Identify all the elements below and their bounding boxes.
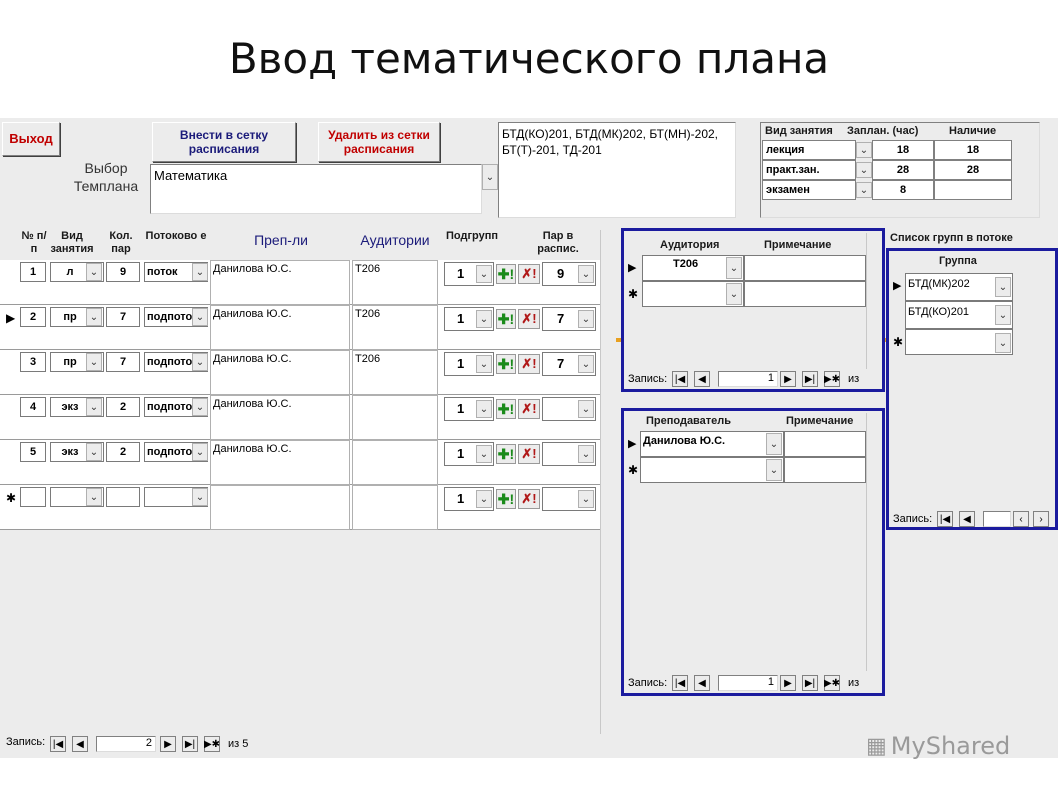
teacher-new-note-cell[interactable] [784, 457, 866, 483]
hours-header-type: Вид занятия [765, 125, 833, 137]
hours-header-actual: Наличие [949, 125, 997, 137]
row-num-cell[interactable] [20, 487, 46, 507]
group-nav-input[interactable] [983, 511, 1011, 527]
group-prev-icon[interactable]: ◀ [959, 511, 975, 527]
room-nav-label: Запись: [628, 373, 668, 385]
teacher-note-cell[interactable] [784, 431, 866, 457]
room-last-icon[interactable]: ▶| [802, 371, 818, 387]
hours-type-cell[interactable]: лекция [762, 140, 856, 160]
room-scrollbar[interactable] [866, 233, 882, 369]
hours-actual-cell [934, 180, 1012, 200]
row-count-cell[interactable] [106, 487, 140, 507]
room-new-note-cell[interactable] [744, 281, 866, 307]
slide-title: Ввод тематического плана [228, 34, 830, 83]
row-pairs-dropdown-icon[interactable]: ⌄ [578, 445, 594, 463]
row-room-cell[interactable]: Т206 [352, 260, 438, 305]
teacher-panel [621, 408, 885, 696]
row-stream-dropdown-icon[interactable]: ⌄ [192, 353, 208, 371]
teacher-new-cell[interactable] [640, 457, 784, 483]
remove-subgroup-icon[interactable]: ✗! [518, 489, 540, 509]
hours-planned-cell[interactable]: 28 [872, 160, 934, 180]
row-num-cell[interactable]: 4 [20, 397, 46, 417]
row-pairs-dropdown-icon[interactable]: ⌄ [578, 400, 594, 418]
room-first-icon[interactable]: |◀ [672, 371, 688, 387]
teacher-new-record-icon: ✱ [628, 463, 639, 477]
main-nav-record-input[interactable]: 2 [96, 736, 156, 752]
teacher-cell[interactable]: Данилова Ю.С. [640, 431, 784, 457]
row-subgroup-dropdown-icon[interactable]: ⌄ [476, 265, 492, 283]
current-record-icon: ▶ [628, 262, 637, 274]
row-count-cell[interactable]: 2 [106, 442, 140, 462]
row-count-cell[interactable]: 2 [106, 397, 140, 417]
hours-planned-cell[interactable]: 8 [872, 180, 934, 200]
row-stream-dropdown-icon[interactable]: ⌄ [192, 308, 208, 326]
add-subgroup-icon[interactable]: ✚! [496, 399, 516, 419]
watermark-text: MyShared [890, 732, 1011, 760]
row-room-cell[interactable] [352, 485, 438, 530]
row-num-cell[interactable]: 3 [20, 352, 46, 372]
row-pairs-dropdown-icon[interactable]: ⌄ [578, 355, 594, 373]
teacher-header: Преподаватель [646, 415, 732, 427]
row-selector[interactable]: ▶ [6, 311, 16, 325]
group-panel-title: Список групп в потоке [890, 232, 1013, 244]
group-cell-1[interactable]: БТД(МК)202 [905, 273, 1013, 301]
teacher-note-header: Примечание [786, 415, 854, 427]
hours-type-dropdown-icon[interactable]: ⌄ [856, 162, 872, 178]
col-type-header: Вид занятия [50, 230, 94, 256]
row-stream-cell[interactable]: поток [144, 262, 208, 282]
hours-actual-cell: 28 [934, 160, 1012, 180]
room-new-dropdown-icon[interactable]: ⌄ [726, 283, 742, 305]
hours-actual-cell: 18 [934, 140, 1012, 160]
row-pairs-cell[interactable]: 7 [542, 352, 596, 376]
row-teacher-cell[interactable]: Данилова Ю.С. [210, 440, 350, 485]
group-panel [886, 248, 1058, 530]
row-type-cell[interactable]: экз [50, 442, 104, 462]
row-subgroup-cell[interactable]: 1 [444, 397, 494, 421]
row-stream-cell[interactable]: подпото [144, 442, 208, 462]
group-new-dropdown-icon[interactable]: ⌄ [995, 333, 1011, 353]
row-subgroup-cell[interactable]: 1 [444, 442, 494, 466]
add-to-schedule-button[interactable]: Внести в сетку расписания [152, 122, 296, 162]
teacher-new-dropdown-icon[interactable]: ⌄ [766, 459, 782, 481]
hours-type-cell[interactable]: практ.зан. [762, 160, 856, 180]
add-subgroup-icon[interactable]: ✚! [496, 354, 516, 374]
row-pairs-cell[interactable]: 7 [542, 307, 596, 331]
row-subgroup-cell[interactable]: 1 [444, 307, 494, 331]
main-nav-total: из 5 [228, 738, 249, 750]
delete-from-schedule-button[interactable]: Удалить из сетки расписания [318, 122, 440, 162]
template-label: Выбор Темплана [73, 160, 139, 194]
row-type-dropdown-icon[interactable]: ⌄ [86, 353, 102, 371]
row-type-cell[interactable]: экз [50, 397, 104, 417]
watermark [866, 732, 1010, 760]
room-nav-total: из [848, 373, 860, 385]
add-subgroup-icon[interactable]: ✚! [496, 309, 516, 329]
row-stream-dropdown-icon[interactable]: ⌄ [192, 263, 208, 281]
template-select[interactable]: Математика [150, 164, 482, 214]
row-room-cell[interactable] [352, 395, 438, 440]
group-scroll-left-icon[interactable]: ‹ [1013, 511, 1029, 527]
teacher-first-icon[interactable]: |◀ [672, 675, 688, 691]
room-new-nav-icon[interactable]: ▶✱ [824, 371, 840, 387]
row-stream-cell[interactable]: подпото [144, 397, 208, 417]
row-type-cell[interactable]: л [50, 262, 104, 282]
teacher-new-nav-icon[interactable]: ▶✱ [824, 675, 840, 691]
hours-type-cell[interactable]: экзамен [762, 180, 856, 200]
row-subgroup-dropdown-icon[interactable]: ⌄ [476, 490, 492, 508]
row-type-dropdown-icon[interactable]: ⌄ [86, 398, 102, 416]
hours-planned-cell[interactable]: 18 [872, 140, 934, 160]
teacher-next-icon[interactable]: ▶ [780, 675, 796, 691]
group-cell-2[interactable]: БТД(КО)201 [905, 301, 1013, 329]
col-count-header: Кол. пар [109, 230, 133, 256]
room-note-cell[interactable] [744, 255, 866, 281]
row-subgroup-dropdown-icon[interactable]: ⌄ [476, 355, 492, 373]
row-subgroup-dropdown-icon[interactable]: ⌄ [476, 310, 492, 328]
row-stream-dropdown-icon[interactable]: ⌄ [192, 443, 208, 461]
row-pairs-dropdown-icon[interactable]: ⌄ [578, 490, 594, 508]
remove-subgroup-icon[interactable]: ✗! [518, 309, 540, 329]
teacher-last-icon[interactable]: ▶| [802, 675, 818, 691]
group-first-icon[interactable]: |◀ [937, 511, 953, 527]
group-header: Группа [939, 255, 977, 267]
prev-record-icon[interactable]: ◀ [72, 736, 88, 752]
row-room-cell[interactable] [352, 440, 438, 485]
hours-header-planned: Заплан. (час) [847, 125, 919, 137]
teacher-nav-input[interactable]: 1 [718, 675, 778, 691]
room-nav-input[interactable]: 1 [718, 371, 778, 387]
group-scroll-right-icon[interactable]: › [1033, 511, 1049, 527]
row-type-cell[interactable]: пр [50, 352, 104, 372]
add-subgroup-icon[interactable]: ✚! [496, 264, 516, 284]
first-record-icon[interactable]: |◀ [50, 736, 66, 752]
row-pairs-dropdown-icon[interactable]: ⌄ [578, 310, 594, 328]
row-room-cell[interactable]: Т206 [352, 305, 438, 350]
room-next-icon[interactable]: ▶ [780, 371, 796, 387]
teacher-nav-total: из [848, 677, 860, 689]
room-note-header: Примечание [764, 239, 832, 251]
col-teacher-header: Преп-ли [254, 232, 308, 248]
room-cell[interactable]: Т206 [642, 255, 744, 281]
row-teacher-cell[interactable]: Данилова Ю.С. [210, 260, 350, 305]
hours-type-dropdown-icon[interactable]: ⌄ [856, 182, 872, 198]
next-record-icon[interactable]: ▶ [160, 736, 176, 752]
watermark-logo-icon: ▦ [866, 733, 887, 759]
col-stream-header: Потоково е [145, 230, 207, 242]
row-count-cell[interactable]: 7 [106, 307, 140, 327]
row-stream-dropdown-icon[interactable]: ⌄ [192, 398, 208, 416]
row-stream-cell[interactable]: подпото [144, 307, 208, 327]
room-panel [621, 228, 885, 392]
row-count-cell[interactable]: 7 [106, 352, 140, 372]
col-room-header: Аудитории [360, 232, 430, 248]
new-row-marker-icon[interactable]: ✱ [6, 491, 17, 505]
app-window [0, 118, 1058, 758]
teacher-current-record-icon: ▶ [628, 438, 637, 450]
row-teacher-cell[interactable] [210, 485, 350, 530]
room-dropdown-icon[interactable]: ⌄ [726, 257, 742, 279]
col-num-header: № п/п [21, 230, 47, 256]
main-nav-label: Запись: [6, 736, 46, 748]
add-subgroup-icon[interactable]: ✚! [496, 444, 516, 464]
row-room-cell[interactable]: Т206 [352, 350, 438, 395]
row-teacher-cell[interactable]: Данилова Ю.С. [210, 395, 350, 440]
row-stream-cell[interactable]: подпото [144, 352, 208, 372]
row-num-cell[interactable]: 5 [20, 442, 46, 462]
remove-subgroup-icon[interactable]: ✗! [518, 399, 540, 419]
col-subgroup-header: Подгрупп [445, 230, 499, 242]
teacher-nav-label: Запись: [628, 677, 668, 689]
teacher-dropdown-icon[interactable]: ⌄ [766, 433, 782, 455]
hours-type-dropdown-icon[interactable]: ⌄ [856, 142, 872, 158]
col-pairs-header: Пар в распис. [537, 230, 579, 256]
row-type-dropdown-icon[interactable]: ⌄ [86, 308, 102, 326]
row-count-cell[interactable]: 9 [106, 262, 140, 282]
row-stream-dropdown-icon[interactable]: ⌄ [192, 488, 208, 506]
group-2-dropdown-icon[interactable]: ⌄ [995, 305, 1011, 325]
remove-subgroup-icon[interactable]: ✗! [518, 264, 540, 284]
row-type-cell[interactable]: пр [50, 307, 104, 327]
main-grid-scrollbar[interactable] [600, 230, 616, 734]
group-current-record-icon: ▶ [893, 280, 902, 292]
row-subgroup-cell[interactable]: 1 [444, 352, 494, 376]
row-type-dropdown-icon[interactable]: ⌄ [86, 443, 102, 461]
row-type-dropdown-icon[interactable]: ⌄ [86, 263, 102, 281]
stream-groups-text: БТД(КО)201, БТД(МК)202, БТ(МН)-202, БТ(Т)-201, ТД-201 [498, 122, 736, 218]
add-subgroup-icon[interactable]: ✚! [496, 489, 516, 509]
row-num-cell[interactable]: 1 [20, 262, 46, 282]
row-teacher-cell[interactable]: Данилова Ю.С. [210, 305, 350, 350]
row-pairs-dropdown-icon[interactable]: ⌄ [578, 265, 594, 283]
exit-button[interactable]: Выход [2, 122, 60, 156]
room-header: Аудитория [660, 239, 720, 251]
last-record-icon[interactable]: ▶| [182, 736, 198, 752]
template-dropdown-icon[interactable]: ⌄ [482, 164, 498, 190]
group-1-dropdown-icon[interactable]: ⌄ [995, 277, 1011, 297]
teacher-scrollbar[interactable] [866, 413, 882, 671]
row-subgroup-cell[interactable]: 1 [444, 262, 494, 286]
row-pairs-cell[interactable]: 9 [542, 262, 596, 286]
row-subgroup-dropdown-icon[interactable]: ⌄ [476, 445, 492, 463]
row-type-dropdown-icon[interactable]: ⌄ [86, 488, 102, 506]
remove-subgroup-icon[interactable]: ✗! [518, 444, 540, 464]
row-num-cell[interactable]: 2 [20, 307, 46, 327]
group-new-record-icon: ✱ [893, 335, 904, 349]
new-record-icon: ✱ [628, 287, 639, 301]
row-subgroup-dropdown-icon[interactable]: ⌄ [476, 400, 492, 418]
teacher-prev-icon[interactable]: ◀ [694, 675, 710, 691]
row-teacher-cell[interactable]: Данилова Ю.С. [210, 350, 350, 395]
room-prev-icon[interactable]: ◀ [694, 371, 710, 387]
row-subgroup-cell[interactable]: 1 [444, 487, 494, 511]
group-nav-label: Запись: [893, 513, 933, 525]
remove-subgroup-icon[interactable]: ✗! [518, 354, 540, 374]
new-record-nav-icon[interactable]: ▶✱ [204, 736, 220, 752]
